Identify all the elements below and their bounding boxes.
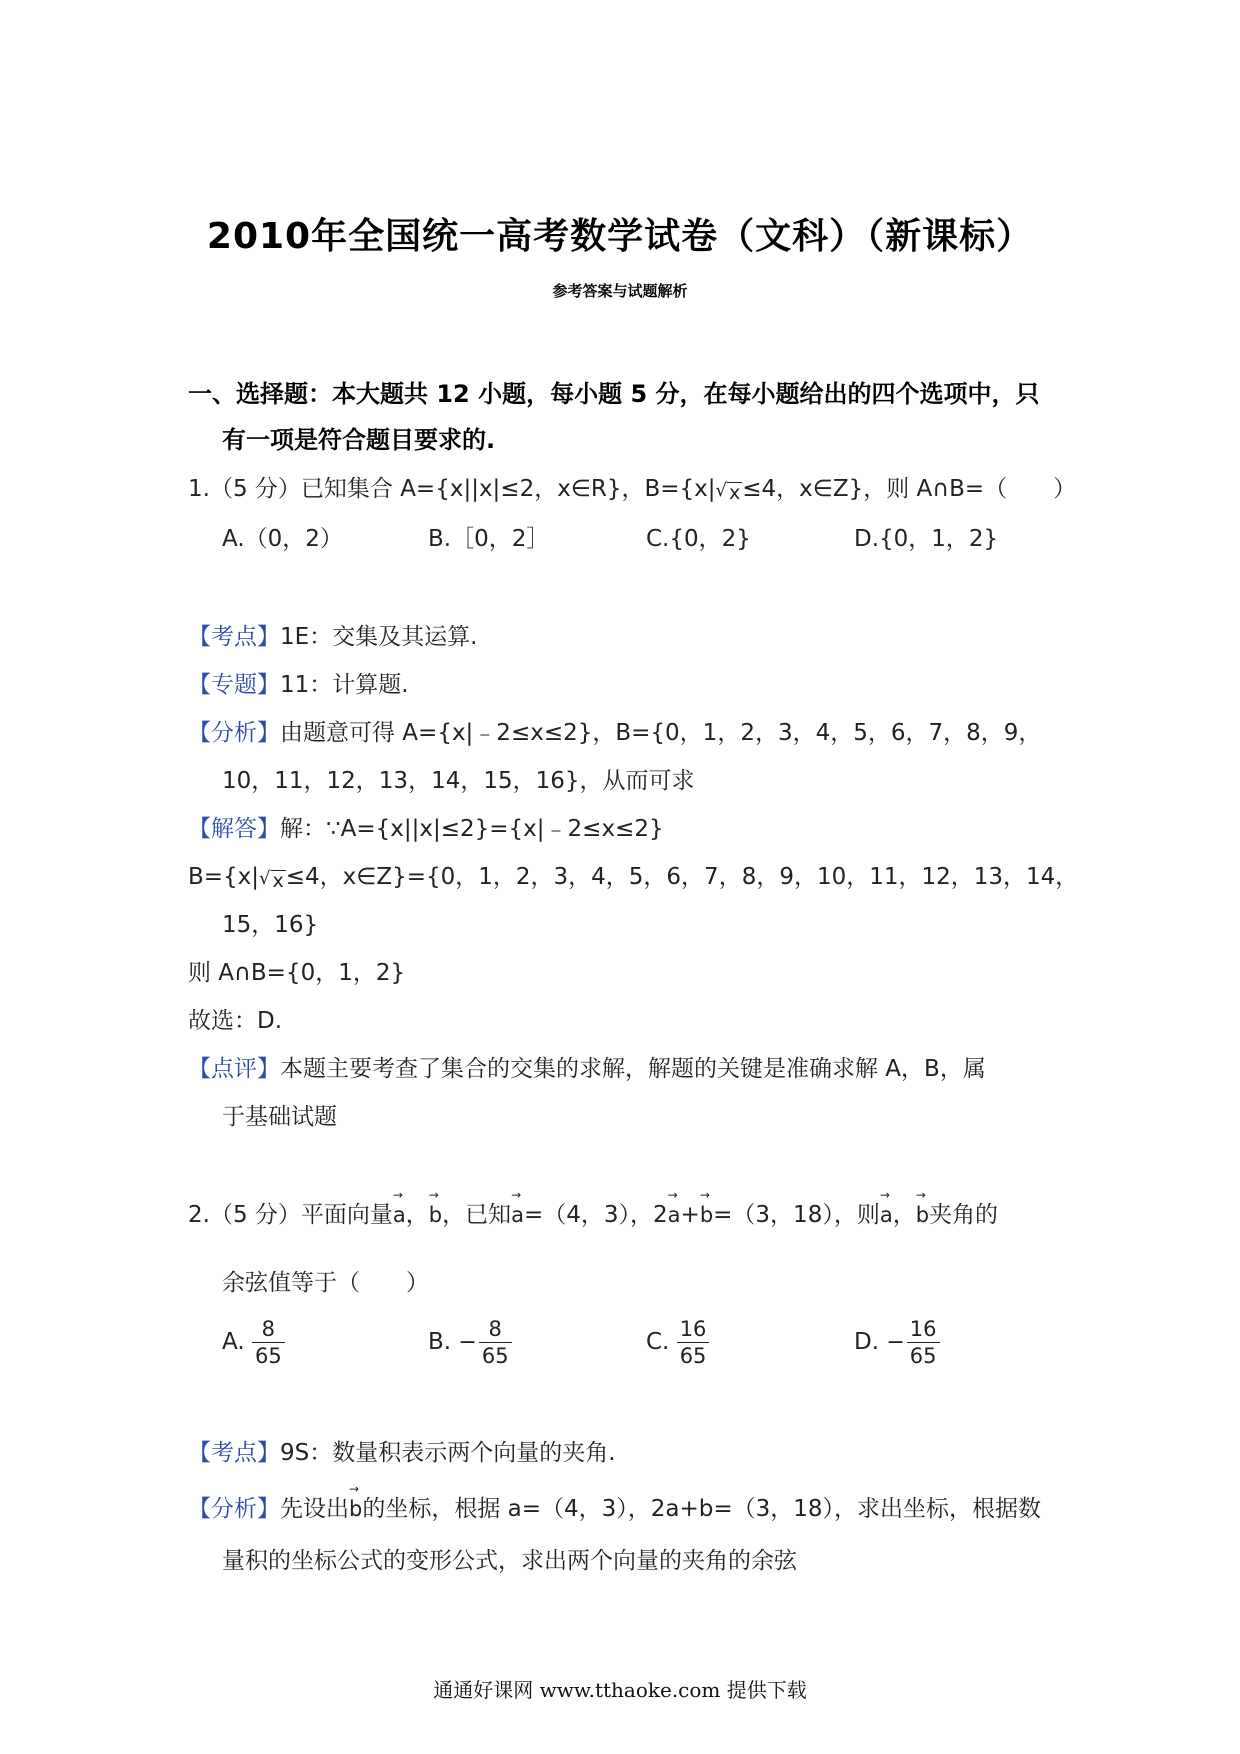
q1-fenxi-text: 由题意可得 A={x|﹣2≤x≤2}，B={0，1，2，3，4，5，6，7，8，9， [280,720,1042,746]
q1-jieda-sqrt-radicand: x [272,870,284,892]
minus-sign: − [886,1330,905,1355]
jieda-tag: 【解答】 [188,816,280,842]
zhuanti-tag: 【专题】 [188,672,280,698]
fraction [907,1316,940,1369]
sqrt-symbol: √ [715,480,728,501]
q1-jieda-line-5: 故选：D. [188,1008,283,1034]
q1-dianping-cont: 于基础试题 [222,1104,337,1130]
q1-jieda-text: 解：∵A={x||x|≤2}={x|﹣2≤x≤2} [280,816,664,842]
q1-option-b: B.［0，2］ [428,526,550,552]
q2-fenxi-part-b: 的坐标，根据 a=（4，3），2a+b=（3，18），求出坐标，根据数 [362,1496,1042,1522]
q2-plus: + [680,1202,700,1228]
fenxi-tag: 【分析】 [188,1496,280,1522]
vector-a: → a [668,1203,681,1227]
q2-kaodian [188,1434,616,1467]
q1-stem-part-a: 1.（5 分）已知集合 A={x||x|≤2，x∈R}，B={x| [188,476,716,502]
q1-option-d: D.{0，1，2} [854,526,999,552]
fraction [479,1316,512,1369]
q2-kaodian-text: 9S：数量积表示两个向量的夹角. [280,1440,616,1466]
q1-kaodian-text: 1E：交集及其运算. [280,624,478,650]
q1-zhuanti [188,666,409,699]
q2-fenxi-cont: 量积的坐标公式的变形公式，求出两个向量的夹角的余弦 [222,1548,797,1574]
q2-stem-line-2: 余弦值等于（ ） [222,1270,429,1296]
q2-option-a [222,1316,285,1369]
q1-sqrt-radicand: x [729,482,741,504]
option-label: D. [854,1329,880,1355]
q2-eq-1: =（4，3），2 [523,1202,668,1228]
q2-sep-3: ， [892,1202,916,1228]
q1-jieda-line-2 [188,858,1078,891]
vector-b: → b [700,1203,713,1227]
q2-stem-part-1: 2.（5 分）平面向量 [188,1202,393,1228]
q2-stem [188,1196,998,1229]
q2-fenxi-part-a: 先设出 [280,1496,349,1522]
dianping-tag: 【点评】 [188,1056,280,1082]
minus-sign: − [458,1330,477,1355]
q2-sep-2: ，已知 [442,1202,512,1228]
option-label: C. [646,1329,670,1355]
vector-a: → a [511,1203,524,1227]
q2-sep-1: ， [405,1202,429,1228]
option-label: A. [222,1329,245,1355]
q1-jieda-2a: B={x| [188,864,260,890]
fraction [677,1316,710,1369]
kaodian-tag: 【考点】 [188,624,280,650]
q1-stem [188,470,1076,503]
q2-eq-2: =（3，18），则 [713,1202,880,1228]
q1-fenxi-cont: 10，11，12，13，14，15，16}，从而可求 [222,768,695,794]
vector-a: → a [393,1203,406,1227]
vector-b: → b [349,1497,362,1521]
fraction-numerator: 16 [907,1316,940,1343]
q2-fenxi [188,1490,1041,1523]
q1-option-a: A.（0，2） [222,526,343,552]
section-heading-line-1: 一、选择题：本大题共 12 小题，每小题 5 分，在每小题给出的四个选项中，只 [188,380,1040,408]
kaodian-tag: 【考点】 [188,1440,280,1466]
q1-dianping-text: 本题主要考查了集合的交集的求解，解题的关键是准确求解 A，B，属 [280,1056,986,1082]
q1-fenxi [188,714,1041,747]
fraction-numerator: 8 [252,1316,285,1343]
fraction-denominator: 65 [481,1344,509,1368]
page-subtitle: 参考答案与试题解析 [552,282,688,300]
fraction [252,1316,285,1369]
q1-jieda-line-4: 则 A∩B={0，1，2} [188,960,406,986]
vector-b: → b [429,1203,442,1227]
q1-dianping [188,1050,986,1083]
fraction-denominator: 65 [254,1344,282,1368]
fraction-numerator: 16 [677,1316,710,1343]
q1-zhuanti-text: 11：计算题. [280,672,409,698]
q1-option-c: C.{0，2} [646,526,751,552]
q1-jieda-2b: ≤4，x∈Z}={0，1，2，3，4，5，6，7，8，9，10，11，12，13，14， [285,864,1079,890]
q1-jieda-line-3: 15，16} [222,912,319,938]
vector-b: → b [916,1203,929,1227]
q2-stem-end: 夹角的 [929,1202,999,1228]
fraction-denominator: 65 [909,1344,937,1368]
fraction-numerator: 8 [479,1316,512,1343]
page-title: 2010年全国统一高考数学试卷（文科）（新课标） [206,216,1034,257]
q2-option-d [854,1316,940,1369]
fenxi-tag: 【分析】 [188,720,280,746]
section-heading-line-2: 有一项是符合题目要求的. [222,426,496,454]
q1-stem-part-b: ≤4，x∈Z}，则 A∩B=（ ） [742,476,1077,502]
option-label: B. [428,1329,452,1355]
q1-jieda [188,810,664,843]
q2-option-c [646,1316,709,1369]
fraction-denominator: 65 [679,1344,707,1368]
sqrt-symbol: √ [259,868,271,889]
q1-kaodian [188,618,477,651]
q2-option-b [428,1316,512,1369]
vector-a: → a [880,1203,893,1227]
page-footer: 通通好课网 www.tthaoke.com 提供下载 [433,1678,807,1702]
